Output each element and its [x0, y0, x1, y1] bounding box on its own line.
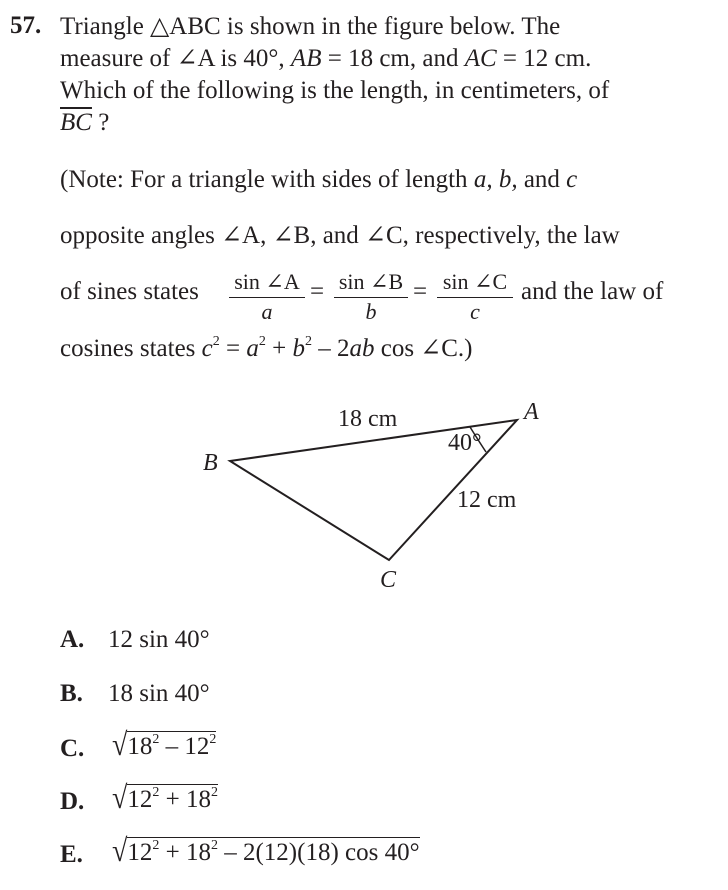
- sine-fraction-a: sin ∠A a: [229, 270, 305, 324]
- side-label-ab: 18 cm: [338, 406, 398, 432]
- angle-label-a: 40°: [448, 430, 482, 456]
- option-d-letter[interactable]: D.: [60, 788, 85, 815]
- note-line-4: cosines states $c^2 = a^2 + b^2 - 2ab$ cos ∠C.): [60, 334, 473, 362]
- radical-sign: √: [112, 833, 128, 870]
- option-d-expression[interactable]: $√12^2 + 18^2$: [112, 780, 218, 817]
- vertex-label-c: C: [380, 567, 397, 593]
- sine-fraction-c: sin ∠C c: [437, 270, 513, 324]
- question-line-4: $\overline{BC}$ ?: [60, 109, 110, 136]
- segment-bc: $\overline{BC}$: [60, 109, 92, 136]
- option-e-letter[interactable]: E.: [60, 841, 83, 868]
- option-c-letter[interactable]: C.: [60, 735, 85, 762]
- note-line-3a: of sines states: [60, 278, 199, 305]
- equals-sign-1: =: [310, 278, 325, 305]
- radical-sign: √: [112, 780, 128, 817]
- note-line-2: opposite angles ∠A, ∠B, and ∠C, respectively, the law: [60, 222, 620, 249]
- radical-sign: √: [112, 727, 128, 764]
- question-line-2: measure of ∠A is 40°, AB = 18 cm, and AC = 12 cm.: [60, 45, 592, 72]
- equals-sign-2: =: [413, 278, 428, 305]
- question-line-1: Triangle △ABC is shown in the figure below. The: [60, 13, 561, 40]
- option-b-text[interactable]: 18 sin 40°: [108, 680, 210, 707]
- side-label-ac: 12 cm: [457, 487, 517, 513]
- vertex-label-b: B: [203, 450, 218, 476]
- option-c-expression[interactable]: $√18^2 - 12^2$: [112, 727, 217, 764]
- option-b-letter[interactable]: B.: [60, 680, 83, 707]
- note-line-3b: and the law of: [521, 278, 664, 305]
- vertex-label-a: A: [524, 399, 539, 425]
- sine-fraction-b: sin ∠B b: [334, 270, 408, 324]
- question-number: 57.: [10, 12, 42, 39]
- option-a-letter[interactable]: A.: [60, 626, 85, 653]
- option-e-expression[interactable]: $√12^2 + 18^2 - 2(12)(18)$ cos 40°: [112, 833, 420, 870]
- question-line-3: Which of the following is the length, in centimeters, of: [60, 77, 610, 104]
- note-line-1: (Note: For a triangle with sides of length a, b, and c: [60, 166, 578, 193]
- option-a-text[interactable]: 12 sin 40°: [108, 626, 210, 653]
